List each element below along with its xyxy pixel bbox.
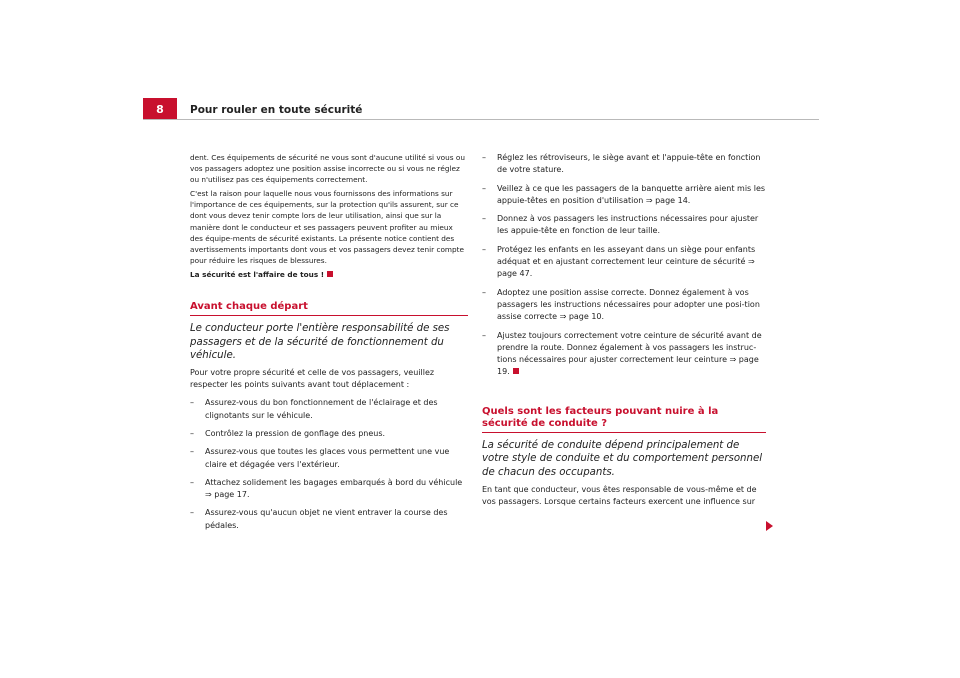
page-number-tab — [143, 98, 177, 120]
list-dash: – — [482, 153, 486, 162]
section-subtitle: Le conducteur porte l'entière responsabilité de ses passagers et de la sécurité de fonctionnement du véhicule. — [190, 323, 450, 362]
list-item-text: Attachez solidement les bagages embarqués à bord du véhicule ⇒ page 17. — [205, 477, 463, 500]
safety-note — [190, 269, 468, 280]
list-item-text: Protégez les enfants en les asseyant dans un siège pour enfants adéquat et en ajustant correctement leur ceinture de sécurité ⇒ page 47. — [497, 244, 756, 279]
section-title: Avant chaque départ — [190, 301, 468, 316]
list-item — [190, 397, 468, 422]
list-dash: – — [482, 183, 486, 193]
list-dash: – — [190, 429, 194, 438]
page-title: Pour rouler en toute sécurité — [190, 104, 363, 116]
list-dash: – — [482, 330, 486, 340]
list-dash: – — [482, 214, 486, 224]
list-item — [482, 183, 766, 208]
section-safety-factors — [482, 406, 766, 508]
section-intro: Pour votre propre sécurité et celle de vos passagers, veuillez respecter les points suivants avant tout déplacement : — [190, 367, 435, 390]
list-item — [482, 152, 766, 177]
end-of-section-icon — [513, 368, 519, 374]
list-item — [190, 428, 468, 440]
list-dash: – — [190, 508, 194, 518]
list-item — [190, 477, 468, 502]
right-column — [482, 152, 766, 508]
intro-paragraph: dent. Ces équipements de sécurité ne vous sont d'aucune utilité si vous ou vos passagers adoptez une position assise incorrecte ou si vous ne réglez ou n'utilisez pas ces équipements correctement. — [190, 153, 465, 185]
list-item-text: Assurez-vous qu'aucun objet ne vient entraver la course des pédales. — [205, 508, 448, 530]
intro-paragraph: C'est la raison pour laquelle nous vous fournissons des informations sur l'importance de ces équipements, sur la protection qu'ils assurent, sur ce dont vous devez tenir compte lors de leur utilisation, ainsi que sur la manière dont le conducteur et ses passagers peuvent profiter au mieux des équipe-ments de sécurité existants. La présente notice contient des avertissements importants dont vous et vos passagers devez tenir compte pour réduire les risques de blessures. — [190, 189, 465, 265]
continue-arrow-icon — [766, 521, 773, 531]
list-item — [482, 244, 766, 281]
list-item-text: Contrôlez la pression de gonflage des pneus. — [205, 429, 386, 438]
checklist-continued — [482, 152, 766, 379]
list-item — [482, 330, 766, 379]
list-item-text: Assurez-vous du bon fonctionnement de l'éclairage et des clignotants sur le véhicule. — [205, 398, 438, 420]
list-dash: – — [190, 398, 194, 408]
header-divider — [143, 119, 819, 120]
safety-note-text: La sécurité est l'affaire de tous ! — [190, 269, 325, 279]
list-item-text: Donnez à vos passagers les instructions nécessaires pour ajuster les appuie-tête en fonction de leur taille. — [497, 214, 759, 236]
list-dash: – — [190, 477, 194, 487]
page-number: 8 — [156, 102, 164, 116]
list-item-text: Ajustez toujours correctement votre ceinture de sécurité avant de prendre la route. Donnez également à vos passagers les instruc-tions nécessaires pour ajuster correctement leur ceinture ⇒ page 19. — [497, 330, 762, 377]
section-body: En tant que conducteur, vous êtes responsable de vous-même et de vos passagers. Lorsque certains facteurs exercent une influence sur — [482, 484, 757, 506]
list-dash: – — [482, 287, 486, 297]
section-subtitle: La sécurité de conduite dépend principalement de votre style de conduite et du comportement personnel de chacun des occupants. — [482, 439, 763, 478]
section-title: Quels sont les facteurs pouvant nuire à la sécurité de conduite ? — [482, 406, 766, 433]
list-item-text: Réglez les rétroviseurs, le siège avant et l'appuie-tête en fonction de votre stature. — [497, 153, 761, 175]
checklist — [190, 397, 468, 532]
list-dash: – — [190, 447, 194, 457]
end-of-section-icon — [327, 271, 333, 277]
list-item-text: Adoptez une position assise correcte. Donnez également à vos passagers les instructions nécessaires pour adopter une posi-tion assise correcte ⇒ page 10. — [497, 287, 760, 322]
list-item-text: Assurez-vous que toutes les glaces vous permettent une vue claire et dégagée vers l'extérieur. — [205, 447, 450, 469]
list-item — [190, 446, 468, 471]
list-item — [190, 507, 468, 532]
list-item-text: Veillez à ce que les passagers de la banquette arrière aient mis les appuie-têtes en position d'utilisation ⇒ page 14. — [497, 183, 766, 205]
left-column — [190, 152, 468, 532]
list-item — [482, 213, 766, 238]
list-item — [482, 287, 766, 324]
list-dash: – — [482, 244, 486, 254]
section-before-departure — [190, 301, 468, 532]
